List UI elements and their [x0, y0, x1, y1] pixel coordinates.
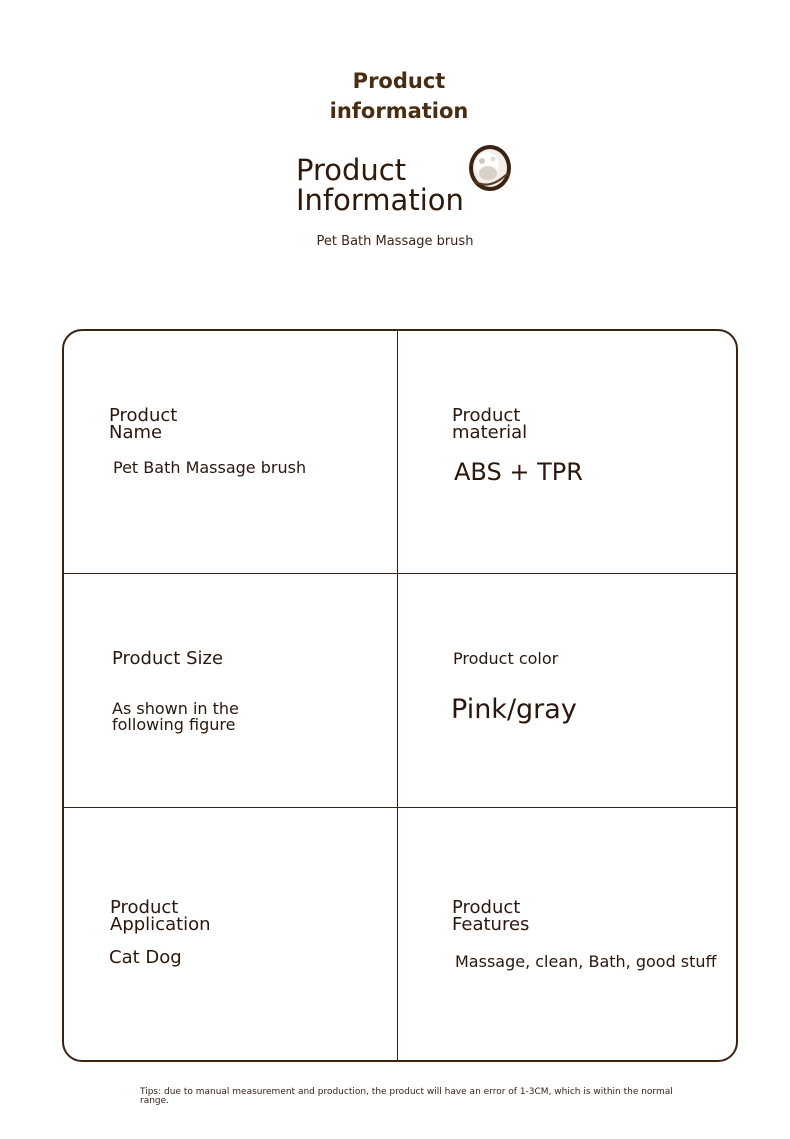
spec-label-name: Product Name [109, 405, 178, 443]
spec-value-name: Pet Bath Massage brush [113, 458, 307, 477]
spec-label-material: Product material [452, 405, 528, 443]
spec-value-color: Pink/gray [451, 694, 577, 725]
section-heading: Product Information [296, 153, 464, 217]
spec-value-size: As shown in the following figure [112, 699, 239, 734]
page-title: Product information [329, 69, 469, 123]
table-row-divider [64, 807, 736, 808]
spec-label-application: Product Application [110, 897, 211, 935]
spec-value-material: ABS + TPR [454, 458, 583, 486]
spec-value-application: Cat Dog [109, 947, 182, 968]
spec-label-size: Product Size [112, 648, 224, 669]
spec-value-features: Massage, clean, Bath, good stuff [455, 952, 717, 971]
table-row-divider [64, 573, 736, 574]
brush-photo-icon [466, 143, 512, 193]
table-column-divider [397, 331, 398, 1060]
product-spec-table [62, 329, 738, 1062]
spec-label-features: Product Features [452, 897, 530, 935]
footer-tips: Tips: due to manual measurement and production, the product will have an error of 1-3CM, which is within the normal range. [140, 1087, 673, 1106]
spec-label-color: Product color [453, 649, 559, 668]
product-subtitle: Pet Bath Massage brush [316, 234, 474, 249]
